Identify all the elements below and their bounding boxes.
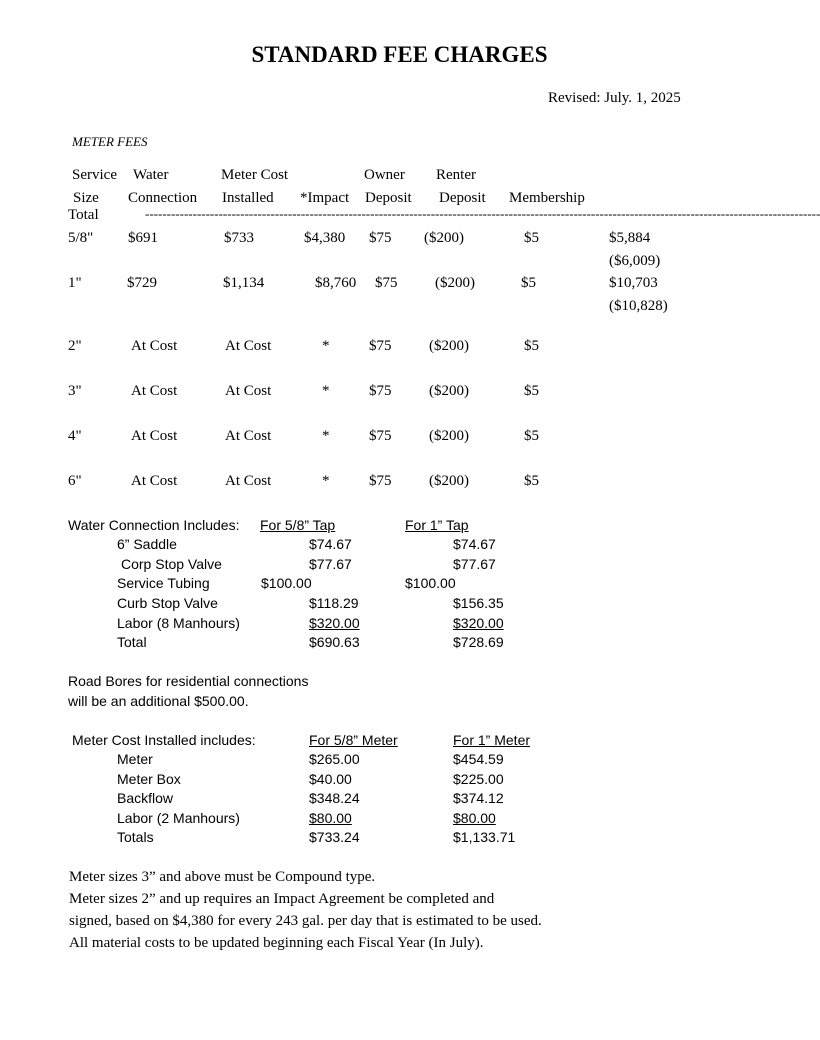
row-impact: * <box>322 428 330 444</box>
item-name: 6” Saddle <box>117 536 177 552</box>
item-value-5-8: $733.24 <box>309 829 360 845</box>
item-name: Labor (8 Manhours) <box>117 615 240 631</box>
item-value-5-8: $265.00 <box>309 751 360 767</box>
header-renter: Renter <box>436 167 476 183</box>
row-connection: $691 <box>128 230 158 246</box>
item-value-1: $374.12 <box>453 790 504 806</box>
header-total: Total <box>68 207 99 223</box>
item-value-1: $454.59 <box>453 751 504 767</box>
row-size: 3" <box>68 383 82 399</box>
row-connection: At Cost <box>131 383 178 399</box>
item-value-1: $225.00 <box>453 771 504 787</box>
road-bores-line2: will be an additional $500.00. <box>68 693 249 709</box>
row-installed: At Cost <box>225 428 272 444</box>
row-total: $10,703 <box>609 275 658 291</box>
item-value-1: $74.67 <box>453 536 496 552</box>
row-membership: $5 <box>524 428 539 444</box>
row-installed: At Cost <box>225 473 272 489</box>
row-owner-deposit: $75 <box>369 473 392 489</box>
row-connection: At Cost <box>131 338 178 354</box>
item-name: Labor (2 Manhours) <box>117 810 240 826</box>
row-installed: At Cost <box>225 383 272 399</box>
note-line: Meter sizes 2” and up requires an Impact Agreement be completed and <box>69 891 495 907</box>
item-value-1: $80.00 <box>453 810 496 826</box>
item-value-5-8: $77.67 <box>309 556 352 572</box>
note-line: signed, based on $4,380 for every 243 gal. per day that is estimated to be used. <box>69 913 542 929</box>
item-name: Meter <box>117 751 153 767</box>
row-installed: At Cost <box>225 338 272 354</box>
row-connection: At Cost <box>131 473 178 489</box>
item-name: Curb Stop Valve <box>117 595 218 611</box>
row-impact: * <box>322 383 330 399</box>
item-name: Backflow <box>117 790 174 806</box>
row-size: 4" <box>68 428 82 444</box>
note-line: All material costs to be updated beginning each Fiscal Year (In July). <box>69 935 484 951</box>
row-renter-deposit: ($200) <box>429 383 469 399</box>
note-line: Meter sizes 3” and above must be Compound type. <box>69 869 376 885</box>
row-membership: $5 <box>524 338 539 354</box>
header-impact: *Impact <box>300 190 350 206</box>
header-owner-deposit: Deposit <box>365 190 412 206</box>
row-impact: * <box>322 473 330 489</box>
item-name: Corp Stop Valve <box>121 556 222 572</box>
item-value-5-8: $320.00 <box>309 615 360 631</box>
tap-5-8-header: For 5/8” Tap <box>260 517 336 533</box>
item-value-1: $728.69 <box>453 634 504 650</box>
row-installed: $1,134 <box>223 275 265 291</box>
item-value-1: $320.00 <box>453 615 504 631</box>
item-value-5-8: $348.24 <box>309 790 360 806</box>
header-divider: ------------------------------------------------------------------------------------------------------------------------------------------------------------ <box>145 206 820 221</box>
water-connection-label: Water Connection Includes: <box>68 517 240 533</box>
row-renter-deposit: ($200) <box>435 275 475 291</box>
row-installed: $733 <box>224 230 254 246</box>
row-total-renter: ($6,009) <box>609 253 661 269</box>
row-size: 1" <box>68 275 82 291</box>
row-impact: $8,760 <box>315 275 357 291</box>
row-membership: $5 <box>521 275 536 291</box>
row-total: $5,884 <box>609 230 651 246</box>
item-name: Total <box>117 634 147 650</box>
item-name: Totals <box>117 829 154 845</box>
row-size: 6" <box>68 473 82 489</box>
tap-1-header: For 1” Tap <box>405 517 469 533</box>
row-owner-deposit: $75 <box>369 338 392 354</box>
header-connection: Connection <box>128 190 198 206</box>
header-membership: Membership <box>509 190 585 206</box>
item-value-1: $156.35 <box>453 595 504 611</box>
row-membership: $5 <box>524 230 539 246</box>
row-renter-deposit: ($200) <box>429 473 469 489</box>
page-title: STANDARD FEE CHARGES <box>251 42 548 67</box>
section-label: METER FEES <box>72 134 148 149</box>
row-size: 5/8" <box>68 230 94 246</box>
row-membership: $5 <box>524 473 539 489</box>
item-value-1: $77.67 <box>453 556 496 572</box>
row-impact: * <box>322 338 330 354</box>
row-membership: $5 <box>524 383 539 399</box>
row-impact: $4,380 <box>304 230 346 246</box>
header-renter-deposit: Deposit <box>439 190 486 206</box>
item-value-1: $100.00 <box>405 575 456 591</box>
row-total-renter: ($10,828) <box>609 298 668 314</box>
row-owner-deposit: $75 <box>369 383 392 399</box>
item-value-1: $1,133.71 <box>453 829 516 845</box>
header-water: Water <box>133 167 169 183</box>
header-service: Service <box>72 167 117 183</box>
item-value-5-8: $74.67 <box>309 536 352 552</box>
revised-date: Revised: July. 1, 2025 <box>548 90 681 106</box>
item-value-5-8: $690.63 <box>309 634 360 650</box>
row-connection: $729 <box>127 275 157 291</box>
meter-cost-label: Meter Cost Installed includes: <box>72 732 256 748</box>
header-meter-cost: Meter Cost <box>221 167 289 183</box>
row-renter-deposit: ($200) <box>429 338 469 354</box>
row-renter-deposit: ($200) <box>429 428 469 444</box>
item-value-5-8: $40.00 <box>309 771 352 787</box>
header-installed: Installed <box>222 190 274 206</box>
row-owner-deposit: $75 <box>369 230 392 246</box>
header-size: Size <box>73 190 99 206</box>
item-name: Meter Box <box>117 771 181 787</box>
row-renter-deposit: ($200) <box>424 230 464 246</box>
item-value-5-8: $118.29 <box>309 595 359 611</box>
road-bores-line1: Road Bores for residential connections <box>68 673 309 689</box>
item-name: Service Tubing <box>117 575 210 591</box>
header-owner: Owner <box>364 167 405 183</box>
row-connection: At Cost <box>131 428 178 444</box>
item-value-5-8: $100.00 <box>261 575 312 591</box>
meter-5-8-header: For 5/8” Meter <box>309 732 398 748</box>
row-size: 2" <box>68 338 82 354</box>
row-owner-deposit: $75 <box>375 275 398 291</box>
row-owner-deposit: $75 <box>369 428 392 444</box>
meter-1-header: For 1” Meter <box>453 732 531 748</box>
item-value-5-8: $80.00 <box>309 810 352 826</box>
